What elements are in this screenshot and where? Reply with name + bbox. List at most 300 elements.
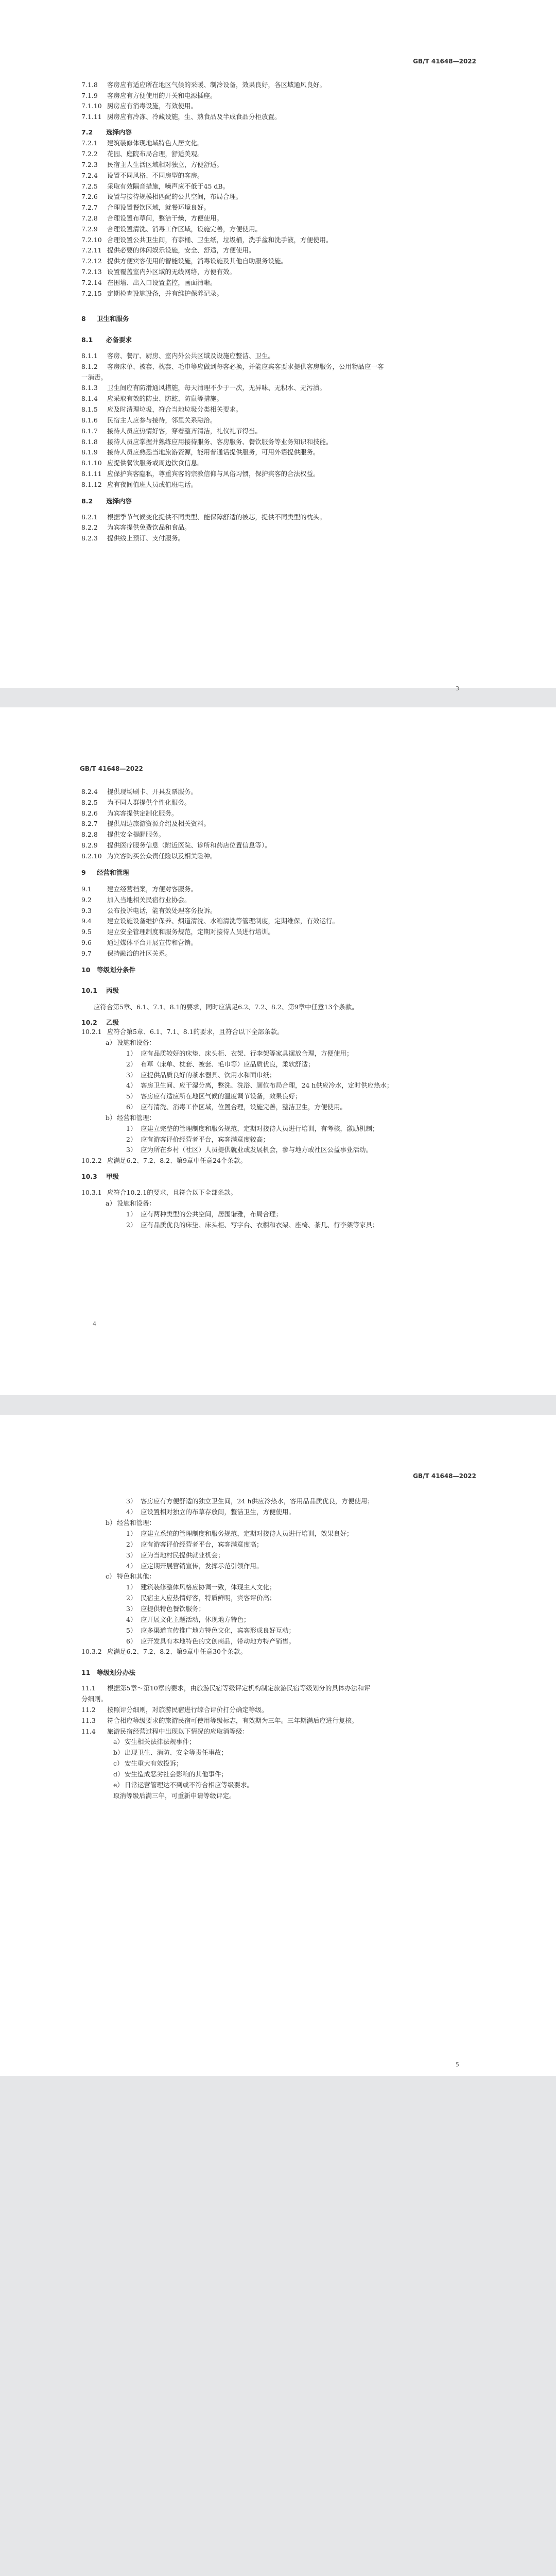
- clause-text: 符合相应等级要求的旅游民宿可使用等级标志，有效期为三年。三年期满后应进行复核。: [107, 1717, 358, 1724]
- clause-text: 应有夜间值班人员或值班电话。: [107, 481, 198, 488]
- clause-number: 3）: [126, 1551, 137, 1559]
- clause-text: 应符合第5章、6.1、7.1、8.1的要求，同时应满足6.2、7.2、8.2、第9章中任意13个条款。: [94, 1003, 358, 1011]
- clause-line: [81, 193, 242, 200]
- clause-text: 应满足6.2、7.2、8.2、第9章中任意30个条款。: [107, 1648, 247, 1655]
- clause-line: [81, 885, 197, 893]
- clause-number: 4）: [126, 1616, 137, 1623]
- clause-number: 8.2.2: [81, 523, 98, 531]
- clause-number: 8.1.3: [81, 384, 98, 392]
- clause-text: 根据季节气候变化提供不同类型、能保障舒适的被芯，提供不同类型的枕头。: [107, 513, 326, 521]
- clause-number: 8.1.4: [81, 395, 98, 402]
- clause-line: [81, 405, 242, 413]
- clause-number: 4）: [126, 1562, 137, 1570]
- clause-line: [81, 809, 178, 817]
- clause-line: [81, 1717, 358, 1724]
- clause-text: 提供现场刷卡、开具发票服务。: [107, 788, 198, 795]
- clause-line: [81, 427, 262, 435]
- clause-number: d）: [113, 1770, 124, 1778]
- clause-text: 甲级: [106, 1173, 119, 1180]
- clause-line: [81, 907, 217, 914]
- clause-text: 建立设施设备维护保养、烟道清洗、水箱清洗等管理制度，定期维保，有效运行。: [107, 917, 339, 925]
- clause-line: [81, 352, 274, 360]
- clause-line: [81, 1684, 370, 1692]
- section-heading: [81, 1669, 135, 1676]
- clause-number: 7.2.6: [81, 193, 98, 200]
- clause-line: [81, 81, 326, 89]
- clause-text: 提供周边旅游资源介绍及相关资料。: [107, 820, 211, 827]
- page-3: [0, 1415, 556, 2076]
- clause-line: [81, 102, 197, 110]
- clause-number: 8.1.5: [81, 405, 98, 413]
- clause-line: [81, 363, 384, 370]
- clause-number: 7.2.10: [81, 236, 102, 244]
- clause-number: 8.1.12: [81, 481, 102, 488]
- clause-text: 提供方便宾客使用的智能设施，消毒设施及其他自助服务设施。: [107, 257, 288, 265]
- clause-line: [81, 395, 223, 402]
- clause-text: 在围墙、出入口设置监控，画面清晰。: [107, 279, 217, 286]
- clause-line: [81, 268, 236, 276]
- clause-line: [126, 1081, 393, 1089]
- clause-line: [126, 1616, 250, 1623]
- clause-text: 应为当地村民提供就业机会；: [141, 1551, 224, 1559]
- clause-text: 民宿主人应热情好客，特质鲜明，宾客评价高；: [141, 1594, 276, 1602]
- clause-number: 7.1.9: [81, 92, 98, 99]
- clause-text: 合理设置公共卫生间，有恭桶、卫生纸，垃圾桶，洗手盆和洗手液，方便使用。: [107, 236, 333, 244]
- clause-number: 8.1.7: [81, 427, 98, 435]
- clause-number: 8.2.4: [81, 788, 98, 795]
- clause-text: 厨房应有消毒设施，有效使用。: [107, 102, 198, 110]
- clause-text: 卫生间应有防滑通风措施，每天清理不少于一次，无异味、无积水、无污渍。: [107, 384, 326, 392]
- clause-number: 8.2.10: [81, 852, 102, 860]
- clause-line: [81, 481, 197, 488]
- clause-line: [126, 1210, 282, 1218]
- clause-text: 合理设置餐饮区域，就餐环境良好。: [107, 204, 211, 211]
- clause-line: [81, 448, 320, 456]
- clause-line: [81, 257, 287, 265]
- clause-number: 11.4: [81, 1727, 96, 1735]
- clause-text: 应为所在乡村（社区）人员提供就业或发展机会，参与地方或社区公益事业活动。: [141, 1146, 373, 1154]
- clause-line: [81, 290, 223, 297]
- clause-text: 为宾客提供定制化服务。: [107, 809, 178, 817]
- clause-number: 8.1.8: [81, 438, 98, 446]
- clause-text: 花园、庭院布局合理，舒适美观。: [107, 150, 204, 158]
- clause-line: [81, 384, 326, 392]
- clause-line: [81, 438, 333, 446]
- clause-line: [81, 799, 191, 806]
- clause-number: 10.3: [81, 1173, 97, 1180]
- clause-number: 8.2.8: [81, 831, 98, 838]
- clause-line: [81, 374, 107, 381]
- clause-line: [81, 523, 191, 531]
- clause-line: [81, 917, 339, 925]
- clause-number: 11: [81, 1669, 91, 1676]
- clause-text: 乙级: [106, 1019, 119, 1026]
- clause-number: 8.1.1: [81, 352, 98, 360]
- standard-number: GB/T 41648—2022: [80, 765, 143, 772]
- clause-line: [81, 459, 204, 467]
- clause-line: [113, 1749, 228, 1756]
- clause-line: [81, 896, 191, 904]
- clause-line: [81, 204, 210, 211]
- clause-text: 应有游客评价经营者平台，宾客满意度高；: [141, 1540, 263, 1548]
- clause-text: 建筑装修整体风格应协调一致，体现主人文化；: [141, 1583, 276, 1591]
- clause-text: 建筑装修体现地域特色人居文化。: [107, 139, 204, 147]
- clause-text: 民宿主人应参与接待，邻里关系融洽。: [107, 416, 217, 424]
- clause-line: [126, 1103, 346, 1111]
- clause-text: 分细则。: [81, 1695, 108, 1703]
- section-heading: [81, 128, 132, 136]
- clause-text: 客房应有方便使用的开关和电源插座。: [107, 92, 217, 99]
- clause-number: 1）: [126, 1583, 137, 1591]
- clause-number: 7.2.9: [81, 225, 98, 233]
- clause-line: [126, 1508, 295, 1516]
- clause-line: [81, 1706, 268, 1714]
- clause-line: [126, 1551, 224, 1559]
- clause-number: 9.2: [81, 896, 92, 904]
- clause-line: [81, 852, 217, 860]
- clause-number: 10.3.2: [81, 1648, 102, 1655]
- clause-number: b）: [106, 1114, 116, 1122]
- standard-number: GB/T 41648—2022: [413, 1472, 476, 1480]
- clause-number: 8.2.1: [81, 513, 98, 521]
- clause-text: 丙级: [106, 987, 119, 994]
- clause-number: 10.3.1: [81, 1189, 102, 1196]
- clause-line: [126, 1562, 263, 1570]
- clause-number: 8.2.3: [81, 534, 98, 542]
- clause-text: 取消等级后满三年，可重新申请等级评定。: [113, 1792, 236, 1800]
- clause-text: 通过媒体平台开展宣传和营销。: [107, 939, 198, 946]
- clause-number: b）: [113, 1749, 124, 1756]
- clause-line: [126, 1530, 353, 1537]
- clause-number: 7.2.5: [81, 182, 98, 190]
- clause-text: 提供线上预订、支付服务。: [107, 534, 185, 542]
- clause-line: [126, 1605, 205, 1613]
- clause-text: 客房床单、被套、枕套、毛巾等应做到每客必换，并能应宾客要求提供客房服务，公用物品应一客: [107, 363, 384, 370]
- clause-number: 2）: [126, 1136, 137, 1143]
- clause-number: 6）: [126, 1103, 137, 1111]
- section-heading: [81, 1173, 119, 1180]
- clause-number: 10.2.1: [81, 1028, 102, 1036]
- section-heading: [81, 869, 129, 876]
- clause-text: 根据第5章～第10章的要求，由旅游民宿等级评定机构制定旅游民宿等级划分的具体办法和评: [107, 1684, 371, 1692]
- clause-text: 选择内容: [106, 128, 132, 136]
- clause-text: 等级划分条件: [97, 966, 136, 974]
- clause-number: 9.5: [81, 928, 92, 936]
- clause-line: [81, 820, 210, 827]
- section-heading: [81, 497, 132, 505]
- clause-text: 经营和管理：: [117, 1519, 156, 1527]
- clause-line: [81, 172, 204, 179]
- clause-text: 应多渠道宣传推广地方特色文化，宾客形成良好互动；: [141, 1626, 296, 1634]
- clause-number: 11.3: [81, 1717, 96, 1724]
- clause-number: 3）: [126, 1146, 137, 1154]
- clause-number: 1）: [126, 1210, 137, 1218]
- clause-number: a）: [106, 1199, 116, 1207]
- clause-text: 客房应有方便舒适的独立卫生间，24 h供应冷热水，客用品品质优良，方便使用；: [141, 1497, 374, 1505]
- clause-text: 接待人员应热情好客，穿着整齐清洁，礼仪礼节得当。: [107, 427, 262, 435]
- clause-text: 提供必要的休闲娱乐设施，安全、舒适，方便使用。: [107, 246, 255, 254]
- clause-number: 7.2.4: [81, 172, 98, 179]
- clause-number: 7.1.10: [81, 102, 102, 110]
- clause-line: [81, 470, 320, 478]
- clause-line: [126, 1092, 302, 1100]
- clause-number: 8.1.9: [81, 448, 98, 456]
- clause-text: 合理设置清洗、消毒工作区域，设施完善，方便使用。: [107, 225, 262, 233]
- clause-text: 卫生和服务: [97, 315, 129, 323]
- clause-text: 客房应有适应所在地区气候的温度调节设备，效果良好；: [141, 1092, 302, 1100]
- section-heading: [81, 336, 132, 344]
- clause-number: 9.3: [81, 907, 92, 914]
- clause-text: 设置不同风格、不同房型的客房。: [107, 172, 204, 179]
- clause-text: 等级划分办法: [97, 1669, 136, 1676]
- clause-number: 1）: [126, 1049, 137, 1057]
- clause-text: 应符合10.2.1的要求，且符合以下全部条款。: [107, 1189, 237, 1196]
- clause-line: [81, 1157, 247, 1164]
- clause-text: 安生造成恶劣社会影响的其他事件；: [125, 1770, 228, 1778]
- clause-text: 为宾客提供免费饮品和食品。: [107, 523, 191, 531]
- clause-text: 设置覆盖室内外区域的无线网络，方便有效。: [107, 268, 236, 276]
- clause-line: [81, 1695, 107, 1703]
- clause-text: 加入当地相关民宿行业协会。: [107, 896, 191, 904]
- clause-line: [126, 1594, 276, 1602]
- clause-number: 10.2.2: [81, 1157, 102, 1164]
- clause-number: 9.1: [81, 885, 92, 893]
- clause-line: [81, 246, 255, 254]
- clause-text: 接待人员应掌握并熟练应用接待服务、客房服务、餐饮服务等业务知识和技能。: [107, 438, 333, 446]
- section-heading: [81, 315, 129, 323]
- clause-text: 定期检查设施设备，并有维护保养记录。: [107, 290, 223, 297]
- clause-number: 6）: [126, 1637, 137, 1645]
- clause-number: c）: [106, 1572, 116, 1580]
- clause-number: 9.7: [81, 950, 92, 957]
- clause-number: 7.2.13: [81, 268, 102, 276]
- clause-line: [81, 236, 333, 244]
- clause-number: e）: [113, 1781, 124, 1789]
- clause-line: [126, 1049, 353, 1057]
- standard-number: GB/T 41648—2022: [413, 58, 476, 65]
- clause-text: 按照评分细则，对旅游民宿进行综合评价打分确定等级。: [107, 1706, 268, 1714]
- clause-line: [81, 513, 326, 521]
- page-number: 5: [456, 2061, 459, 2068]
- clause-text: 应开发具有本地特色的文创商品，带动地方特产销售。: [141, 1637, 296, 1645]
- section-heading: [81, 966, 135, 974]
- clause-number: 1）: [126, 1125, 137, 1132]
- clause-text: 应提供特色餐饮服务；: [141, 1605, 205, 1613]
- clause-line: [126, 1583, 276, 1591]
- clause-line: [81, 534, 184, 542]
- clause-line: [126, 1626, 295, 1634]
- clause-line: [81, 182, 229, 190]
- clause-text: 应有游客评价经营者平台，宾客满意度较高；: [141, 1136, 270, 1143]
- clause-number: 8.1.11: [81, 470, 102, 478]
- clause-text: 日常运营管理达不到或不符合相应等级要求。: [125, 1781, 254, 1789]
- clause-number: c）: [113, 1759, 124, 1767]
- page-2: [0, 707, 556, 1395]
- clause-number: 8.2.5: [81, 799, 98, 806]
- clause-number: 7.1.11: [81, 113, 102, 121]
- clause-number: 9.6: [81, 939, 92, 946]
- clause-number: 10.1: [81, 987, 97, 994]
- clause-text: 为不同人群提供个性化服务。: [107, 799, 191, 806]
- clause-line: [106, 1039, 155, 1046]
- clause-text: 安生相关法律法规事件；: [125, 1738, 196, 1745]
- clause-text: 布草（床单、枕套、被套、毛巾等）应品质优良，柔软舒适；: [141, 1060, 315, 1068]
- clause-text: 应定期开展营销宣传，发挥示范引领作用。: [141, 1562, 263, 1570]
- clause-text: 应有两种类型的公共空间，居围谐雅，布局合理；: [141, 1210, 283, 1218]
- clause-line: [81, 225, 262, 233]
- clause-number: 5）: [126, 1092, 137, 1100]
- clause-number: 7.2.8: [81, 214, 98, 222]
- clause-number: 8.1: [81, 336, 93, 344]
- clause-line: [81, 214, 223, 222]
- clause-text: 安生重大有效投诉；: [125, 1759, 183, 1767]
- clause-line: [113, 1759, 183, 1767]
- clause-text: 民宿主人生活区域相对独立，方便舒适。: [107, 161, 223, 168]
- clause-text: 必备要求: [106, 336, 132, 344]
- clause-text: 一消毒。: [81, 374, 108, 381]
- clause-line: [81, 1648, 247, 1655]
- clause-line: [113, 1738, 196, 1745]
- clause-text: 应有品质较好的床垫、床头柜、衣架、行李架等家具摆放合理，方便使用；: [141, 1049, 353, 1057]
- clause-text: 客房卫生间、应干湿分离，整洗、洗浴、厕位布局合理，24 h供应冷水，定时供应热水；: [141, 1081, 393, 1089]
- clause-line: [81, 139, 204, 147]
- clause-text: 厨房应有冷冻、冷藏设施，生、熟食品及半成食品分柜放置。: [107, 113, 281, 121]
- clause-line: [81, 939, 197, 946]
- clause-text: 应符合第5章、6.1、7.1、8.1的要求，且符合以下全部条款。: [107, 1028, 284, 1036]
- clause-line: [81, 161, 223, 168]
- clause-line: [81, 928, 274, 936]
- clause-line: [81, 831, 165, 838]
- clause-text: 为宾客购买公众责任险以及相关险种。: [107, 852, 217, 860]
- clause-number: b）: [106, 1519, 116, 1527]
- clause-line: [113, 1781, 253, 1789]
- clause-text: 应及时清理垃圾，符合当地垃圾分类相关要求。: [107, 405, 242, 413]
- clause-line: [81, 92, 217, 99]
- clause-line: [81, 279, 217, 286]
- page-1: [0, 0, 556, 692]
- clause-text: 公布投诉电话，能有效处理客务投诉。: [107, 907, 217, 914]
- clause-line: [126, 1125, 379, 1132]
- clause-line: [81, 950, 171, 957]
- clause-text: 经营和管理: [97, 869, 129, 876]
- clause-number: 8: [81, 315, 86, 323]
- clause-number: 11.1: [81, 1684, 96, 1692]
- clause-number: 8.2.9: [81, 841, 98, 849]
- clause-line: [81, 1727, 249, 1735]
- clause-number: 8.1.2: [81, 363, 98, 370]
- clause-text: 旅游民宿经营过程中出现以下情况的应取消等级：: [107, 1727, 249, 1735]
- clause-text: 接待人员应熟悉当地旅游资源，能用普通话提供服务，可用外语提供服务。: [107, 448, 320, 456]
- clause-number: 1）: [126, 1530, 137, 1537]
- clause-line: [94, 1003, 358, 1011]
- clause-line: [81, 788, 197, 795]
- clause-text: 建立安全管理制度和服务规范，定期对接待人员进行培训。: [107, 928, 275, 936]
- clause-text: 建立经营档案，方便对客服务。: [107, 885, 198, 893]
- clause-text: 出现卫生、消防、安全等责任事故；: [125, 1749, 228, 1756]
- clause-number: 7.2.1: [81, 139, 98, 147]
- clause-text: 客房、餐厅、厨房、室内外公共区域及设施应整洁、卫生。: [107, 352, 275, 360]
- clause-text: 特色和其他：: [117, 1572, 156, 1580]
- clause-line: [81, 1189, 237, 1196]
- page-number: 4: [93, 1320, 96, 1327]
- clause-line: [126, 1136, 269, 1143]
- clause-line: [106, 1199, 155, 1207]
- clause-number: 10: [81, 966, 91, 974]
- clause-number: 5）: [126, 1626, 137, 1634]
- clause-line: [126, 1071, 276, 1079]
- clause-text: 应建立系统的管理制度和服务规范，定期对接待人员进行培训，效果良好；: [141, 1530, 353, 1537]
- clause-text: 选择内容: [106, 497, 132, 505]
- clause-text: 应设置相对独立的布草存放间，整洁卫生，方便使用。: [141, 1508, 296, 1516]
- clause-line: [81, 113, 281, 121]
- clause-line: [126, 1146, 372, 1154]
- clause-text: 客房应有适应所在地区气候的采暖、制冷设备，效果良好，各区域通风良好。: [107, 81, 326, 89]
- clause-text: 设施和设备：: [117, 1039, 156, 1046]
- clause-text: 应有品质优良的床垫、床头柜、写字台、衣橱和衣架、座椅、茶几、行李架等家具；: [141, 1221, 379, 1229]
- clause-line: [126, 1060, 315, 1068]
- clause-text: 应开展文化主题活动，体现地方特色；: [141, 1616, 250, 1623]
- clause-number: 4）: [126, 1508, 137, 1516]
- clause-text: 提供医疗服务信息（附近医院、诊所和药店位置信息等）。: [107, 841, 271, 849]
- clause-text: 应建立完整的管理制度和服务规范，定期对接待人员进行培训，有考核，激励机制；: [141, 1125, 379, 1132]
- clause-line: [113, 1770, 228, 1778]
- clause-number: 2）: [126, 1060, 137, 1068]
- clause-number: 7.1.8: [81, 81, 98, 89]
- clause-number: 2）: [126, 1221, 137, 1229]
- clause-text: 采取有效隔音措施，噪声应不低于45 dB。: [107, 182, 230, 190]
- clause-number: 9: [81, 869, 86, 876]
- clause-number: a）: [106, 1039, 116, 1046]
- clause-text: 应采取有效的防虫、防蛇、防鼠等措施。: [107, 395, 223, 402]
- clause-number: 4）: [126, 1081, 137, 1089]
- clause-number: a）: [113, 1738, 124, 1745]
- clause-text: 保持融洽的社区关系。: [107, 950, 172, 957]
- clause-number: 2）: [126, 1594, 137, 1602]
- clause-number: 8.1.10: [81, 459, 102, 467]
- clause-text: 应满足6.2、7.2、8.2、第9章中任意24个条款。: [107, 1157, 247, 1164]
- clause-number: 7.2.11: [81, 246, 102, 254]
- clause-line: [106, 1114, 155, 1122]
- clause-number: 3）: [126, 1071, 137, 1079]
- clause-number: 7.2.7: [81, 204, 98, 211]
- clause-line: [81, 150, 204, 158]
- clause-number: 7.2.2: [81, 150, 98, 158]
- clause-line: [126, 1497, 374, 1505]
- clause-line: [81, 1028, 284, 1036]
- clause-line: [106, 1519, 155, 1527]
- clause-number: 7.2.12: [81, 257, 102, 265]
- clause-number: 8.2.7: [81, 820, 98, 827]
- clause-text: 应提供品质良好的茶水器具、饮用水和面巾纸；: [141, 1071, 276, 1079]
- clause-number: 7.2: [81, 128, 93, 136]
- clause-text: 经营和管理：: [117, 1114, 156, 1122]
- clause-text: 设置与接待规模相匹配的公共空间，布局合理。: [107, 193, 242, 200]
- clause-text: 合理设置布草间，整洁干燥，方便使用。: [107, 214, 223, 222]
- clause-number: 8.2.6: [81, 809, 98, 817]
- clause-line: [81, 416, 217, 424]
- clause-text: 设施和设备：: [117, 1199, 156, 1207]
- clause-number: 7.2.14: [81, 279, 102, 286]
- section-heading: [81, 1019, 119, 1026]
- section-heading: [81, 987, 119, 994]
- clause-number: 7.2.3: [81, 161, 98, 168]
- clause-number: 9.4: [81, 917, 92, 925]
- clause-text: 应提供餐饮服务或周边饮食信息。: [107, 459, 204, 467]
- clause-number: 3）: [126, 1497, 137, 1505]
- clause-number: 2）: [126, 1540, 137, 1548]
- clause-number: 8.1.6: [81, 416, 98, 424]
- clause-text: 应保护宾客隐私，尊重宾客的宗教信仰与风俗习惯，保护宾客的合法权益。: [107, 470, 320, 478]
